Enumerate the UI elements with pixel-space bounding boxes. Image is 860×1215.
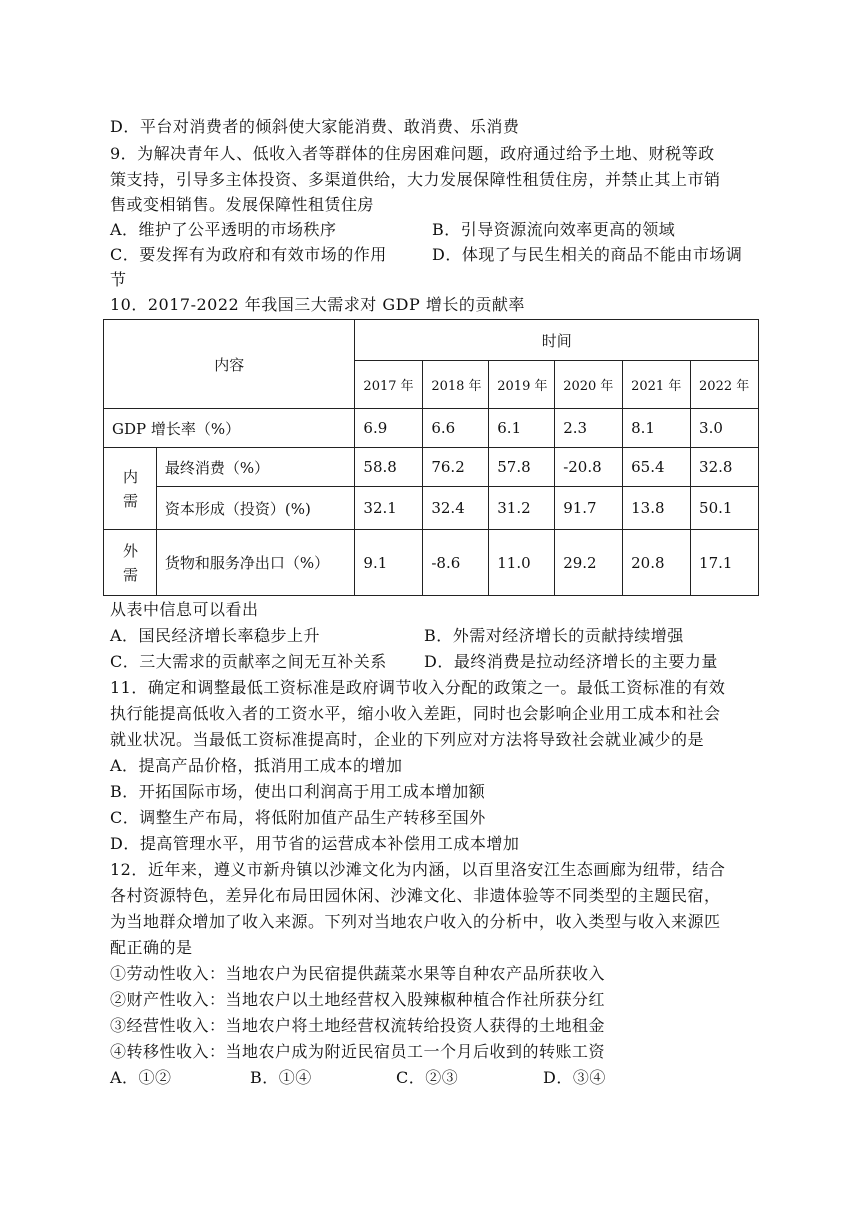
table-cell: 11.0 [489,530,555,596]
q9-option-a: A．维护了公平透明的市场秩序 [110,220,337,239]
table-cell: -20.8 [555,448,623,487]
q12-stem-line1: 12．近年来，遵义市新舟镇以沙滩文化为内涵，以百里洛安江生态画廊为纽带，结合 [110,860,726,879]
q12-item-2: ②财产性收入：当地农户以土地经营权入股辣椒种植合作社所获分红 [110,990,606,1009]
year-header: 2019 年 [489,361,555,409]
q12-item-3: ③经营性收入：当地农户将土地经营权流转给投资人获得的土地租金 [110,1016,606,1035]
header-content: 内容 [104,320,355,409]
table-cell: 13.8 [623,487,691,530]
q9-option-b: B．引导资源流向效率更高的领域 [432,220,676,239]
q9-stem-line1: 9．为解决青年人、低收入者等群体的住房困难问题，政府通过给予土地、财税等政 [110,144,715,163]
q9-stem-line2: 策支持，引导多主体投资、多渠道供给，大力发展保障性租赁住房，并禁止其上市销 [110,170,721,189]
q12-stem-line4: 配正确的是 [110,938,193,957]
q11-stem-line1: 11．确定和调整最低工资标准是政府调节收入分配的政策之一。最低工资标准的有效 [110,678,726,697]
row-label-gdp: GDP 增长率（%） [104,409,355,448]
year-header: 2017 年 [355,361,423,409]
year-header: 2020 年 [555,361,623,409]
table-cell: 6.1 [489,409,555,448]
table-cell: 50.1 [691,487,759,530]
q10-title: 10．2017-2022 年我国三大需求对 GDP 增长的贡献率 [110,295,525,314]
q12-option-d: D．③④ [543,1068,606,1087]
table-cell: 32.8 [691,448,759,487]
q9-option-d-wrap: 节 [110,270,127,289]
table-cell: 91.7 [555,487,623,530]
row-label-investment: 资本形成（投资）(%) [156,487,355,530]
q9-option-d: D．体现了与民生相关的商品不能由市场调 [432,245,743,264]
q11-option-c: C．调整生产布局，将低附加值产品生产转移至国外 [110,808,486,827]
table-cell: 20.8 [623,530,691,596]
row-label-consumption: 最终消费（%） [156,448,355,487]
q10-option-c: C．三大需求的贡献率之间无互补关系 [110,652,387,671]
year-header: 2022 年 [691,361,759,409]
q11-option-a: A．提高产品价格，抵消用工成本的增加 [110,756,403,775]
table-cell: 32.4 [423,487,489,530]
q10-option-d: D．最终消费是拉动经济增长的主要力量 [424,652,718,671]
q12-stem-line3: 为当地群众增加了收入来源。下列对当地农户收入的分析中，收入类型与收入来源匹 [110,912,721,931]
table-cell: 2.3 [555,409,623,448]
table-cell: 58.8 [355,448,423,487]
table-cell: 17.1 [691,530,759,596]
table-cell: 65.4 [623,448,691,487]
gdp-contribution-table [103,319,759,596]
table-cell: -8.6 [423,530,489,596]
q12-option-a: A．①② [110,1068,172,1087]
group-outer-demand: 外需 [104,530,157,596]
table-cell: 31.2 [489,487,555,530]
q11-stem-line2: 执行能提高低收入者的工资水平，缩小收入差距，同时也会影响企业用工成本和社会 [110,704,721,723]
table-cell: 8.1 [623,409,691,448]
q11-option-d: D．提高管理水平，用节省的运营成本补偿用工成本增加 [110,834,520,853]
q12-stem-line2: 各村资源特色，差异化布局田园休闲、沙滩文化、非遗体验等不同类型的主题民宿， [110,886,721,905]
q12-item-1: ①劳动性收入：当地农户为民宿提供蔬菜水果等自种农产品所获收入 [110,964,606,983]
year-header: 2021 年 [623,361,691,409]
table-cell: 6.6 [423,409,489,448]
header-time: 时间 [355,320,759,361]
table-cell: 32.1 [355,487,423,530]
q10-prompt: 从表中信息可以看出 [110,600,259,619]
table-cell: 3.0 [691,409,759,448]
q10-option-a: A．国民经济增长率稳步上升 [110,626,321,645]
row-label-net-export: 货物和服务净出口（%） [156,530,355,596]
q9-stem-line3: 售或变相销售。发展保障性租赁住房 [110,195,375,214]
q12-option-c: C．②③ [396,1068,459,1087]
group-inner-demand: 内需 [104,448,157,530]
q12-option-b: B．①④ [250,1068,312,1087]
q11-option-b: B．开拓国际市场，使出口利润高于用工成本增加额 [110,782,486,801]
q11-stem-line3: 就业状况。当最低工资标准提高时，企业的下列应对方法将导致社会就业减少的是 [110,730,705,749]
q12-item-4: ④转移性收入：当地农户成为附近民宿员工一个月后收到的转账工资 [110,1042,606,1061]
year-header: 2018 年 [423,361,489,409]
q8-option-d: D．平台对消费者的倾斜使大家能消费、敢消费、乐消费 [110,117,520,136]
table-cell: 76.2 [423,448,489,487]
table-cell: 29.2 [555,530,623,596]
table-cell: 6.9 [355,409,423,448]
table-cell: 57.8 [489,448,555,487]
q10-option-b: B．外需对经济增长的贡献持续增强 [424,626,684,645]
table-cell: 9.1 [355,530,423,596]
q9-option-c: C．要发挥有为政府和有效市场的作用 [110,245,387,264]
